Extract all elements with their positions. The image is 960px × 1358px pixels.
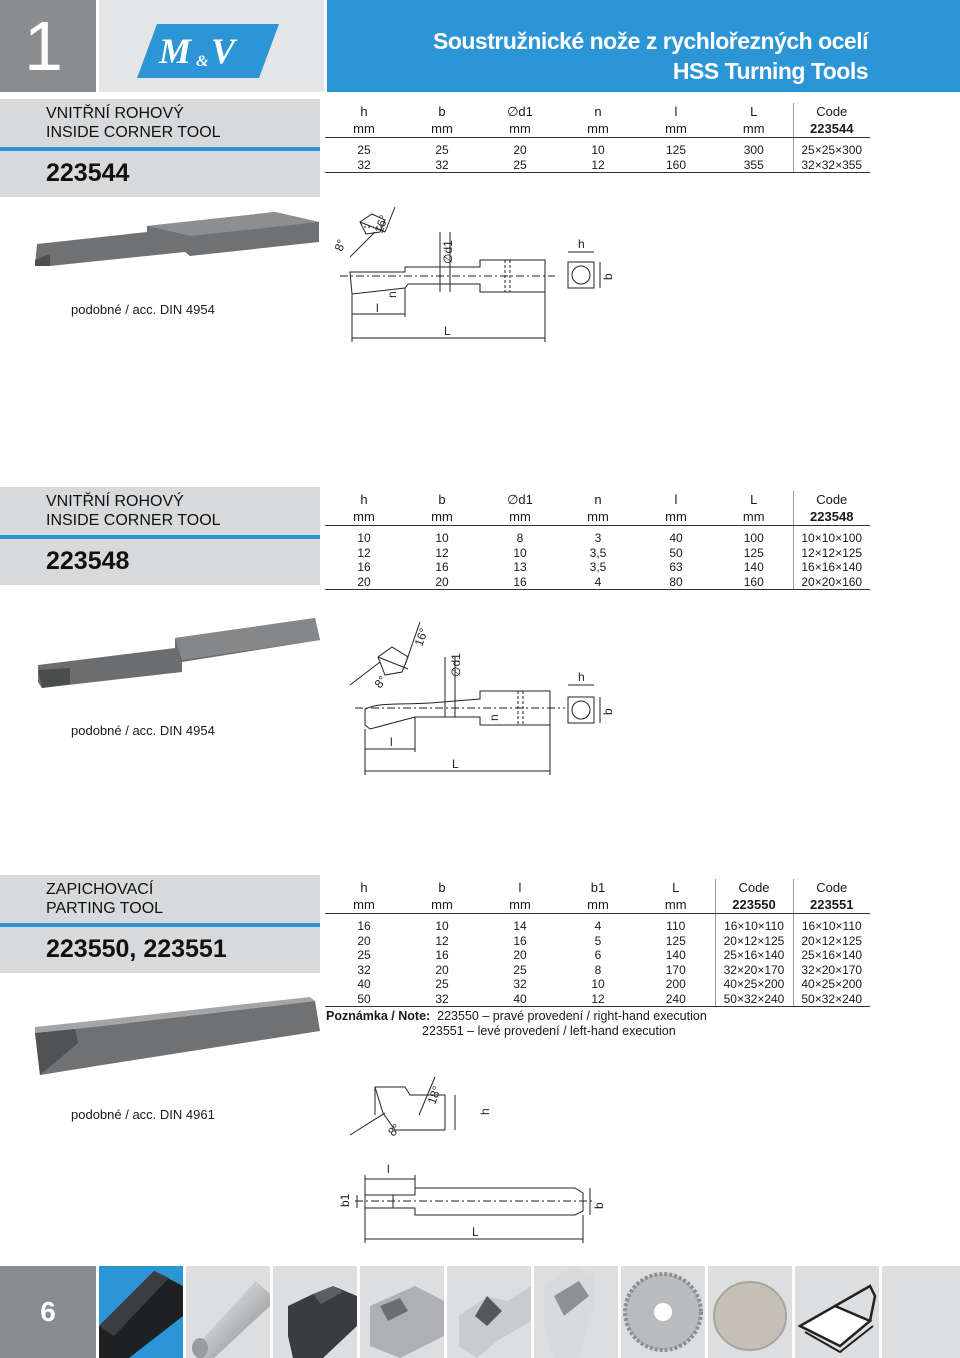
table-cell: 10 (591, 977, 605, 991)
col-header: h (360, 880, 368, 895)
brand-logo-icon (99, 0, 324, 92)
table-cell: 140 (665, 948, 686, 962)
section-name-cz: VNITŘNÍ ROHOVÝ (46, 105, 184, 122)
col-header: ∅d1 (507, 104, 533, 119)
table-cell: 32×20×170 (793, 963, 870, 978)
col-unit: mm (481, 896, 559, 914)
table-cell: 32 (403, 158, 481, 173)
table-cell: 40×25×200 (793, 977, 870, 992)
table-cell: 16 (435, 948, 449, 962)
table-cell: 13 (513, 560, 527, 574)
col-unit: mm (403, 508, 481, 526)
table-cell: 10 (513, 545, 527, 560)
col-unit: 223548 (793, 508, 870, 526)
abrasive-wheel-icon[interactable] (708, 1266, 792, 1358)
table-cell: 10 (357, 531, 371, 545)
drawing-label-b1: b1 (338, 1193, 352, 1207)
table-cell: 125 (665, 933, 686, 948)
table-row (325, 948, 870, 963)
table-cell: 25 (435, 977, 449, 991)
col-unit: 223544 (793, 120, 870, 138)
table-cell: 40×25×200 (715, 977, 793, 992)
col-unit: mm (325, 508, 403, 526)
table-cell: 5 (594, 933, 602, 948)
page-title (433, 26, 868, 86)
table-cell: 160 (637, 158, 715, 173)
spec-table (325, 879, 870, 1007)
table-cell: 40 (357, 977, 371, 991)
col-unit: mm (559, 508, 637, 526)
table-cell: 12 (435, 545, 449, 560)
table-cell: 32 (403, 992, 481, 1007)
table-row (325, 138, 870, 158)
col-unit: 223551 (793, 896, 870, 914)
table-cell: 8 (594, 962, 602, 977)
table-cell: 12 (559, 992, 637, 1007)
drawing-label-angle2: 18° (424, 1084, 445, 1107)
drawing-label-h: h (478, 1108, 492, 1115)
table-cell: 10 (591, 143, 605, 157)
din-reference: podobné / acc. DIN 4954 (71, 723, 215, 738)
spec-table (325, 491, 870, 590)
table-row (325, 575, 870, 590)
table-cell: 140 (743, 560, 764, 574)
table-cell: 50×32×240 (793, 992, 870, 1007)
table-cell: 160 (715, 575, 793, 590)
table-cell: 100 (743, 531, 764, 545)
table-cell: 4 (559, 575, 637, 590)
drawing-label-angle1: 8° (385, 1121, 404, 1140)
drawing-label-L: L (444, 324, 451, 338)
indexable-holder-icon[interactable] (360, 1266, 444, 1358)
table-cell: 20×12×125 (715, 934, 793, 949)
col-header: Code (715, 879, 793, 896)
tool-photo-icon (30, 610, 325, 695)
section-223548 (0, 487, 960, 807)
col-header: n (594, 492, 602, 507)
table-row (325, 977, 870, 992)
table-row (325, 560, 870, 575)
drawing-label-b: b (592, 1202, 606, 1209)
col-unit: mm (325, 896, 403, 914)
spec-table (325, 103, 870, 173)
table-cell: 6 (594, 948, 602, 962)
col-header: L (750, 104, 758, 119)
table-row (325, 526, 870, 546)
square-bar-icon[interactable] (99, 1266, 183, 1358)
tool-photo-icon (25, 204, 325, 279)
drawing-label-n: n (487, 714, 501, 721)
drawing-label-l: l (390, 735, 393, 749)
table-cell: 32 (513, 977, 527, 991)
note-line-1: 223550 – pravé provedení / right-hand execution (437, 1009, 707, 1023)
table-cell: 12 (357, 545, 371, 560)
col-unit: mm (481, 508, 559, 526)
table-cell: 125 (665, 143, 687, 157)
table-cell: 32×32×355 (793, 158, 870, 173)
col-header: l (674, 492, 678, 507)
table-cell: 10×10×100 (793, 526, 870, 546)
section-name-en: INSIDE CORNER TOOL (46, 124, 221, 141)
table-cell: 16 (357, 560, 371, 574)
section-code-panel (0, 151, 320, 197)
col-unit: mm (715, 120, 793, 138)
table-cell: 3,5 (589, 560, 607, 574)
table-cell: 14 (513, 919, 527, 933)
drawing-label-L: L (452, 757, 459, 771)
table-cell: 63 (669, 560, 683, 574)
table-cell: 25×16×140 (715, 948, 793, 963)
boring-bar-icon[interactable] (447, 1266, 531, 1358)
note-label: Poznámka / Note: (326, 1009, 431, 1023)
table-row (325, 546, 870, 561)
section-name-en: INSIDE CORNER TOOL (46, 512, 221, 529)
table-cell: 3,5 (589, 545, 607, 560)
page-title-en: HSS Turning Tools (672, 58, 868, 84)
table-cell: 25×16×140 (793, 948, 870, 963)
table-cell: 20 (357, 933, 371, 948)
din-reference: podobné / acc. DIN 4954 (71, 302, 215, 317)
chapter-number: 1 (0, 0, 96, 92)
table-cell: 16 (481, 575, 559, 590)
col-header: n (594, 104, 602, 119)
col-header: h (360, 104, 368, 119)
drawing-label-b: b (601, 708, 615, 715)
page-header (0, 0, 960, 92)
table-cell: 20 (513, 948, 527, 962)
table-row (325, 934, 870, 949)
table-cell: 20×20×160 (793, 575, 870, 590)
col-unit: mm (715, 508, 793, 526)
table-note (326, 1009, 707, 1039)
catalog-book-icon[interactable] (795, 1266, 879, 1358)
drawing-label-d1: ∅d1 (449, 653, 463, 677)
drawing-label-h: h (578, 237, 585, 251)
section-code: 223550, 223551 (46, 935, 227, 963)
table-cell: 25 (513, 962, 527, 977)
col-header: b1 (590, 880, 606, 895)
drill-tool-icon[interactable] (534, 1266, 618, 1358)
table-cell: 20 (513, 143, 527, 157)
table-cell: 16 (357, 919, 371, 933)
table-cell: 25 (481, 158, 559, 173)
drawing-label-angle2: 16° (371, 213, 392, 236)
table-cell: 32×20×170 (715, 963, 793, 978)
table-cell: 50 (325, 992, 403, 1007)
table-cell: 25 (357, 948, 371, 962)
col-header: Code (793, 879, 870, 896)
section-code-panel (0, 539, 320, 585)
table-cell: 125 (743, 545, 764, 560)
col-unit: mm (559, 120, 637, 138)
col-header: b (438, 104, 446, 119)
drawing-label-h: h (578, 670, 585, 684)
table-cell: 20 (435, 962, 449, 977)
saw-blade-icon[interactable] (621, 1266, 705, 1358)
col-unit: mm (559, 896, 637, 914)
table-cell: 4 (594, 919, 602, 933)
page-title-cz: Soustružnické nože z rychlořezných ocelí (432, 28, 868, 54)
table-cell: 3 (594, 531, 602, 545)
table-cell: 25 (435, 143, 449, 157)
col-header: b (438, 492, 446, 507)
col-unit: mm (403, 120, 481, 138)
technical-drawing-icon (330, 202, 630, 352)
table-cell: 110 (666, 919, 686, 933)
table-row (325, 914, 870, 934)
din-reference: podobné / acc. DIN 4961 (71, 1107, 215, 1122)
note-line-2: 223551 – levé provedení / left-hand execution (422, 1024, 676, 1038)
col-header: Code (793, 491, 870, 508)
table-cell: 170 (665, 962, 686, 977)
drawing-label-l: l (376, 301, 379, 315)
round-bar-icon[interactable] (186, 1266, 270, 1358)
table-cell: 50×32×240 (715, 992, 793, 1007)
col-header: l (518, 880, 522, 895)
col-unit: mm (637, 896, 715, 914)
table-cell: 16 (435, 560, 449, 574)
table-cell: 20 (403, 575, 481, 590)
section-name-panel (0, 875, 320, 925)
col-unit: mm (637, 508, 715, 526)
section-name-panel (0, 487, 320, 537)
svg-text:M: M (159, 31, 192, 71)
technical-drawing-icon (335, 1075, 625, 1250)
table-row (325, 963, 870, 978)
col-header: Code (793, 103, 870, 120)
table-cell: 10 (435, 919, 449, 933)
col-unit: 223550 (715, 896, 793, 914)
drawing-label-angle2: 16° (411, 626, 432, 649)
svg-text:&: & (196, 53, 209, 70)
table-cell: 12 (435, 933, 449, 948)
page-number: 6 (0, 1266, 96, 1358)
table-cell: 16×10×110 (793, 914, 870, 934)
table-cell: 12 (559, 158, 637, 173)
table-cell: 32 (325, 158, 403, 173)
col-unit: mm (403, 896, 481, 914)
table-cell: 10 (435, 531, 449, 545)
table-cell: 50 (669, 545, 683, 560)
table-cell: 25×25×300 (793, 138, 870, 158)
table-row (325, 992, 870, 1007)
col-unit: mm (637, 120, 715, 138)
col-unit: mm (325, 120, 403, 138)
section-223544 (0, 99, 960, 359)
table-cell: 16×16×140 (793, 560, 870, 575)
technical-drawing-icon (340, 617, 640, 787)
brand-logo-panel (99, 0, 324, 92)
section-name-panel (0, 99, 320, 149)
table-cell: 200 (665, 977, 686, 991)
table-cell: 12×12×125 (793, 546, 870, 561)
drawing-label-b: b (601, 273, 615, 280)
table-cell: 20×12×125 (793, 934, 870, 949)
drawing-label-angle1: 8° (371, 673, 390, 691)
col-header: b (438, 880, 446, 895)
col-header: ∅d1 (507, 492, 533, 507)
table-cell: 300 (743, 143, 764, 157)
section-code-panel (0, 927, 320, 973)
section-name-cz: ZAPICHOVACÍ (46, 881, 154, 898)
col-header: l (674, 104, 678, 119)
table-cell: 80 (637, 575, 715, 590)
drawing-label-d1: ∅d1 (441, 240, 455, 264)
table-cell: 32 (357, 962, 371, 977)
col-unit: mm (481, 120, 559, 138)
table-cell: 40 (481, 992, 559, 1007)
extra-tile (882, 1266, 960, 1358)
tool-photo-icon (30, 983, 325, 1083)
drawing-label-l: l (387, 1162, 390, 1176)
table-cell: 16×10×110 (715, 914, 793, 934)
section-name-cz: VNITŘNÍ ROHOVÝ (46, 493, 184, 510)
section-code: 223548 (46, 547, 130, 575)
drawing-label-angle1: 8° (331, 237, 349, 254)
col-header: h (360, 492, 368, 507)
col-header: L (672, 880, 680, 895)
col-header: L (750, 492, 758, 507)
table-cell: 8 (516, 531, 524, 545)
table-cell: 40 (669, 531, 683, 545)
drawing-label-n: n (385, 291, 399, 298)
table-cell: 16 (513, 933, 527, 948)
section-name-en: PARTING TOOL (46, 900, 164, 917)
table-row (325, 158, 870, 173)
turning-tool-icon[interactable] (273, 1266, 357, 1358)
svg-text:V: V (211, 31, 236, 71)
drawing-label-L: L (472, 1225, 479, 1239)
table-cell: 20 (325, 575, 403, 590)
table-cell: 355 (715, 158, 793, 173)
section-code: 223544 (46, 159, 130, 187)
table-cell: 25 (357, 143, 371, 157)
table-cell: 240 (637, 992, 715, 1007)
section-223550-223551 (0, 875, 960, 1255)
